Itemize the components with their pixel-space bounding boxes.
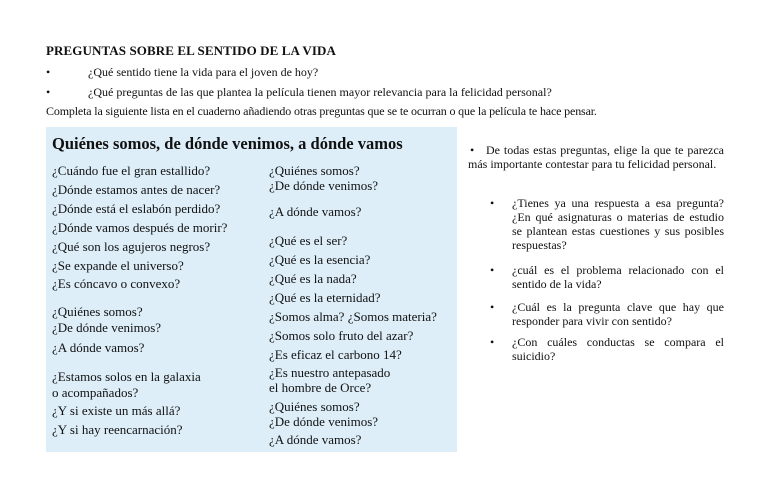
left-question: ¿Cuándo fue el gran estallido?	[52, 163, 211, 178]
bullet-marker: •	[490, 335, 495, 349]
left-question: ¿Dónde vamos después de morir?	[52, 220, 228, 235]
left-question: ¿Quiénes somos?	[52, 304, 143, 319]
subitem	[490, 300, 724, 328]
left-question: ¿Es cóncavo o convexo?	[52, 276, 181, 291]
bullet-marker: •	[490, 300, 495, 314]
left-question: ¿Y si hay reencarnación?	[52, 422, 183, 437]
right-question: ¿A dónde vamos?	[269, 432, 362, 447]
right-panel-intro	[468, 143, 724, 171]
right-question: ¿Qué es la nada?	[269, 271, 357, 286]
left-question: ¿A dónde vamos?	[52, 340, 145, 355]
right-question: ¿Es nuestro antepasado	[269, 365, 391, 380]
questions-box	[46, 127, 457, 452]
right-question: ¿De dónde venimos?	[269, 178, 379, 193]
intro-text: De todas estas preguntas, elige la que te parezca más importante contestar para tu felicidad personal.	[468, 143, 724, 171]
left-question: ¿Dónde estamos antes de nacer?	[52, 182, 221, 197]
bullet-marker: •	[46, 65, 51, 79]
right-question: ¿Somos solo fruto del azar?	[269, 328, 414, 343]
bullet-item-2: ¿Qué preguntas de las que plantea la película tienen mayor relevancia para la felicidad personal?	[88, 85, 552, 99]
bullet-marker: •	[470, 143, 475, 157]
bullet-marker: •	[490, 196, 495, 210]
right-question: ¿Es eficaz el carbono 14?	[269, 347, 402, 362]
left-question: ¿Y si existe un más allá?	[52, 403, 181, 418]
subitem-text: ¿Cuál es la pregunta clave que hay que responder para vivir con sentido?	[512, 300, 724, 328]
left-question: ¿Qué son los agujeros negros?	[52, 239, 211, 254]
right-question: ¿Quiénes somos?	[269, 399, 360, 414]
right-question: ¿Somos alma? ¿Somos materia?	[269, 309, 437, 324]
subitem	[490, 196, 724, 252]
left-question: ¿Dónde está el eslabón perdido?	[52, 201, 221, 216]
subitem	[490, 335, 724, 363]
box-title: Quiénes somos, de dónde venimos, a dónde vamos	[52, 134, 403, 153]
subitem-text: ¿cuál es el problema relacionado con el sentido de la vida?	[512, 263, 724, 291]
bullet-item-1: ¿Qué sentido tiene la vida para el joven de hoy?	[88, 65, 319, 79]
left-question: ¿Estamos solos en la galaxia	[52, 369, 201, 384]
right-question: ¿Qué es la esencia?	[269, 252, 371, 267]
right-question: ¿Quiénes somos?	[269, 163, 360, 178]
right-question: ¿De dónde venimos?	[269, 414, 379, 429]
right-question: ¿A dónde vamos?	[269, 204, 362, 219]
left-question: o acompañados?	[52, 385, 139, 400]
page-title: PREGUNTAS SOBRE EL SENTIDO DE LA VIDA	[46, 43, 337, 58]
bullet-marker: •	[490, 263, 495, 277]
instruction-text: Completa la siguiente lista en el cuaderno añadiendo otras preguntas que se te ocurran o que la película te hace pensar.	[46, 104, 597, 118]
bullet-marker: •	[46, 85, 51, 99]
right-question: ¿Qué es el ser?	[269, 233, 348, 248]
right-question: el hombre de Orce?	[269, 380, 372, 395]
subitem	[490, 263, 724, 291]
right-question: ¿Qué es la eternidad?	[269, 290, 381, 305]
subitem-text: ¿Con cuáles conductas se compara el suicidio?	[512, 335, 724, 363]
left-question: ¿De dónde venimos?	[52, 320, 162, 335]
subitem-text: ¿Tienes ya una respuesta a esa pregunta? ¿En qué asignaturas o materias de estudio se plantean estas cuestiones y sus posibles respuestas?	[512, 196, 724, 252]
left-question: ¿Se expande el universo?	[52, 258, 184, 273]
